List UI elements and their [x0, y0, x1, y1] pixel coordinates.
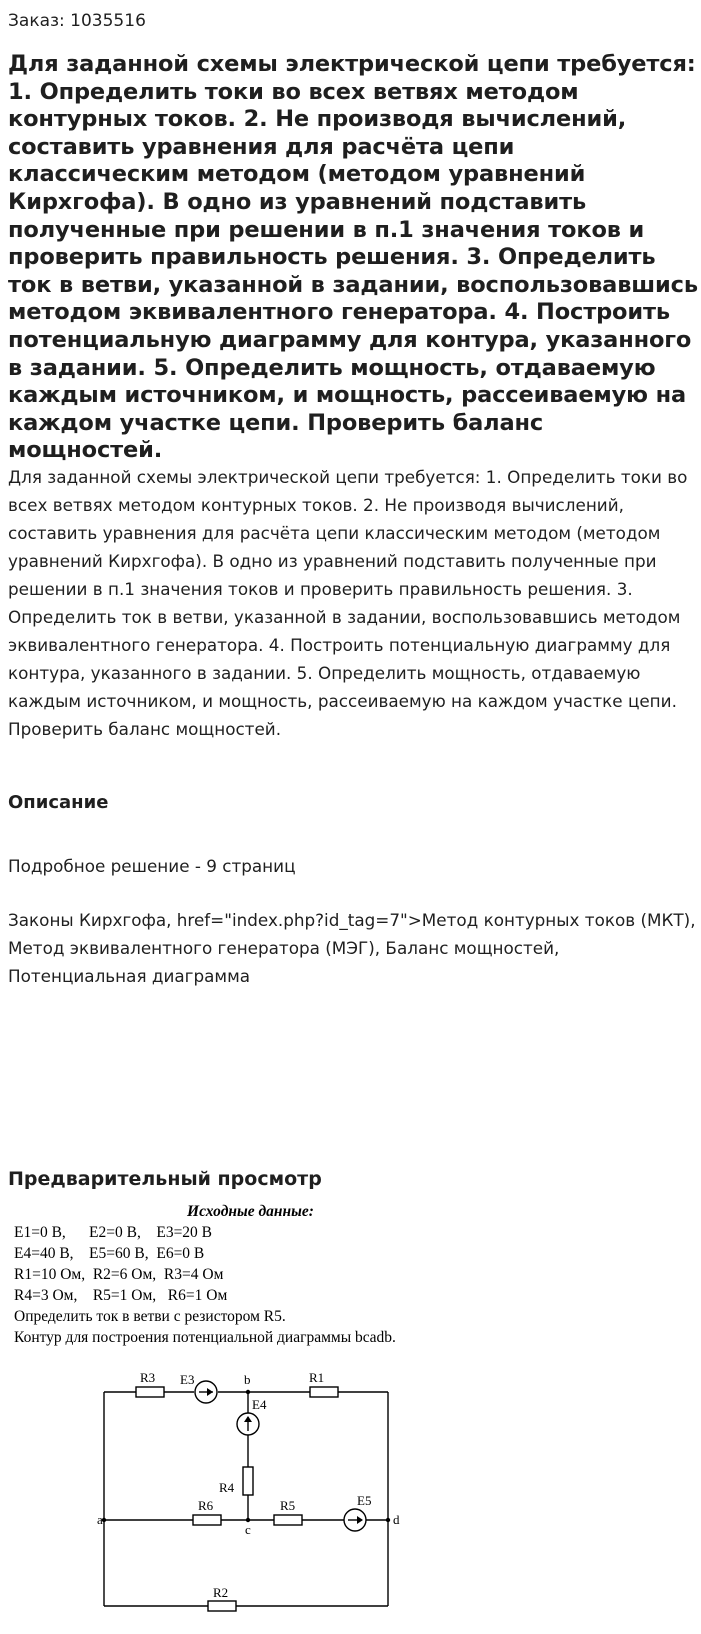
- label-r4: R4: [219, 1480, 235, 1495]
- preview-contour-line: Контур для построения потенциальной диаграммы bcadb.: [14, 1329, 396, 1346]
- label-r3: R3: [140, 1370, 156, 1385]
- description-pages: Подробное решение - 9 страниц: [8, 856, 296, 876]
- description-tags: Законы Кирхгофа, href="index.php?id_tag=7">Метод контурных токов (МКТ), Метод эквивалентного генератора (МЭГ), Баланс мощностей, Потенциальная диаграмма: [8, 910, 696, 986]
- resistor-r5: [274, 1515, 302, 1525]
- label-r1: R1: [309, 1370, 325, 1385]
- node-c: c: [245, 1522, 251, 1537]
- node-b: b: [244, 1372, 251, 1387]
- circuit-diagram: [8, 1203, 698, 1634]
- label-r2: R2: [213, 1585, 229, 1600]
- page-title: Для заданной схемы электрической цепи требуется: 1. Определить токи во всех ветвях методом контурных токов. 2. Не производя вычислений, составить уравнения для расчёта цепи классическим методом (методом уравнений Кирхгофа). В одно из уравнений подставить полученные при решении в п.1 значения токов и проверить правильность решения. 3. Определить ток в ветви, указанной в задании, воспользовавшись методом эквивалентного генератора. 4. Построить потенциальную диаграмму для контура, указанного в задании. 5. Определить мощность, отдаваемую каждым источником, и мощность, рассеиваемую на каждом участке цепи. Проверить баланс мощностей.: [8, 51, 698, 464]
- resistor-r6: [193, 1515, 221, 1525]
- preview-heading: Предварительный просмотр: [8, 1168, 322, 1190]
- description-heading: Описание: [8, 792, 109, 813]
- preview-line-2: E4=40 В, E5=60 В, E6=0 В: [14, 1245, 205, 1262]
- label-e5: E5: [357, 1493, 372, 1508]
- node-a: a: [97, 1512, 103, 1527]
- preview-line-1: E1=0 В, E2=0 В, E3=20 В: [14, 1224, 213, 1241]
- order-number: Заказ: 1035516: [8, 11, 146, 31]
- preview-image: [8, 1203, 698, 1634]
- preview-task-line: Определить ток в ветви с резистором R5.: [14, 1308, 286, 1325]
- source-e5: [344, 1509, 366, 1531]
- label-r5: R5: [280, 1498, 296, 1513]
- resistor-r1: [310, 1387, 338, 1397]
- lead-text: Для заданной схемы электрической цепи требуется: 1. Определить токи во всех ветвях методом контурных токов. 2. Не производя вычислений, составить уравнения для расчёта цепи классическим методом (методом уравнений Кирхгофа). В одно из уравнений подставить полученные при решении в п.1 значения токов и проверить правильность решения. 3. Определить ток в ветви, указанной в задании, воспользовавшись методом эквивалентного генератора. 4. Построить потенциальную диаграмму для контура, указанного в задании. 5. Определить мощность, отдаваемую каждым источником, и мощность, рассеиваемую на каждом участке цепи. Проверить баланс мощностей.: [8, 467, 688, 739]
- label-r6: R6: [198, 1498, 214, 1513]
- preview-line-3: R1=10 Ом, R2=6 Ом, R3=4 Ом: [14, 1266, 224, 1283]
- preview-data-title: Исходные данные:: [187, 1203, 314, 1220]
- label-e3: E3: [180, 1372, 195, 1387]
- node-d: d: [393, 1512, 400, 1527]
- resistor-r3: [136, 1387, 164, 1397]
- resistor-r4: [243, 1467, 253, 1495]
- source-e3: [195, 1381, 217, 1403]
- resistor-r2: [208, 1601, 236, 1611]
- source-e4: [237, 1413, 259, 1435]
- label-e4: E4: [252, 1397, 267, 1412]
- junction-dots: [102, 1390, 390, 1522]
- preview-line-4: R4=3 Ом, R5=1 Ом, R6=1 Ом: [14, 1287, 228, 1304]
